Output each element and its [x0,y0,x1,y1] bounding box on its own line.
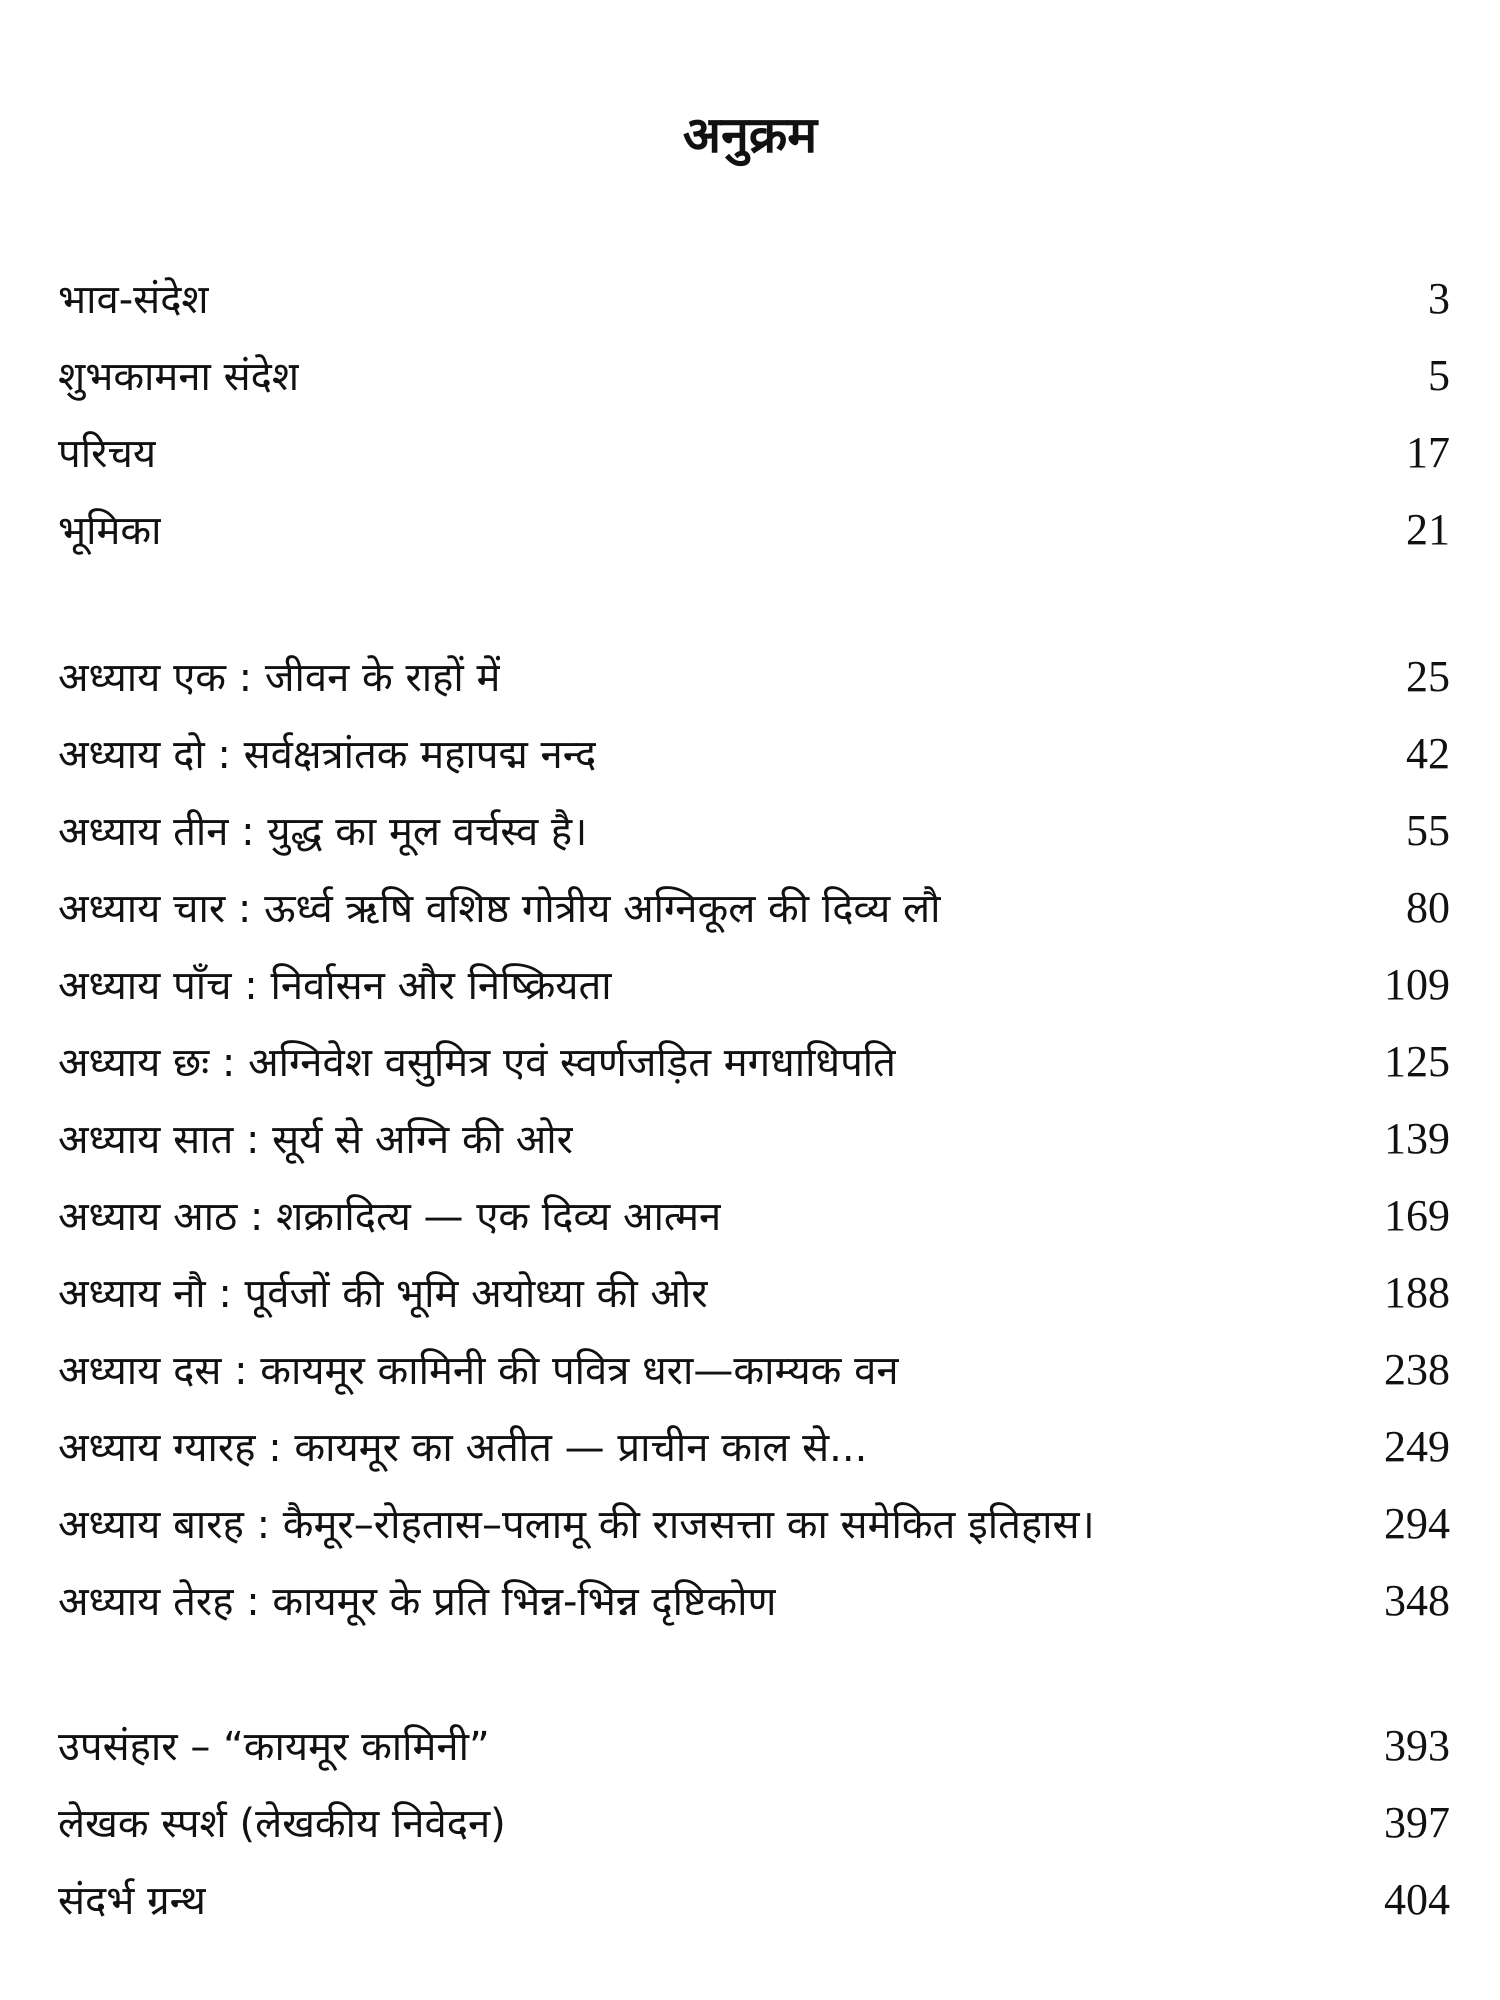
front-matter-list [58,260,1450,568]
toc-entry-page: 249 [1384,1422,1450,1471]
toc-entry-page: 169 [1384,1191,1450,1240]
toc-entry-title: भूमिका [58,508,162,554]
toc-entry-title: अध्याय छः : अग्निवेश वसुमित्र एवं स्वर्णजड़ित मगधाधिपति [58,1040,896,1086]
toc-entry [58,1177,1450,1254]
toc-entry-title: अध्याय नौ : पूर्वजों की भूमि अयोध्या की ओर [58,1271,708,1317]
toc-entry [58,946,1450,1023]
toc-entry-page: 238 [1384,1345,1450,1394]
toc-entry-title: अध्याय पाँच : निर्वासन और निष्क्रियता [58,963,612,1009]
toc-entry [58,1100,1450,1177]
toc-entry-page: 17 [1406,428,1450,477]
toc-entry [58,1784,1450,1861]
toc-entry [58,1331,1450,1408]
toc-entry [58,1485,1450,1562]
toc-entry [58,1254,1450,1331]
toc-entry [58,1707,1450,1784]
toc-entry [58,414,1450,491]
toc-entry-page: 125 [1384,1037,1450,1086]
toc-entry-page: 294 [1384,1499,1450,1548]
toc-entry [58,337,1450,414]
toc-entry-page: 21 [1406,505,1450,554]
toc-entry-page: 55 [1406,806,1450,855]
toc-entry [58,638,1450,715]
toc-entry-page: 188 [1384,1268,1450,1317]
chapters-list [58,638,1450,1639]
toc-entry [58,1861,1450,1938]
toc-entry [58,869,1450,946]
toc-entry-page: 397 [1384,1798,1450,1847]
toc-entry-title: उपसंहार – “कायमूर कामिनी” [58,1724,490,1770]
toc-entry-page: 80 [1406,883,1450,932]
toc-entry-title: भाव-संदेश [58,277,209,323]
toc-entry-page: 42 [1406,729,1450,778]
toc-entry-page: 109 [1384,960,1450,1009]
page-title: अनुक्रम [682,106,818,164]
toc-entry-title: अध्याय एक : जीवन के राहों में [58,655,501,701]
toc-entry-page: 25 [1406,652,1450,701]
toc-entry-page: 348 [1384,1576,1450,1625]
toc-entry-title: अध्याय दो : सर्वक्षत्रांतक महापद्म नन्द [58,732,597,778]
toc-entry [58,1023,1450,1100]
back-matter-list [58,1707,1450,1938]
toc-entry-title: अध्याय दस : कायमूर कामिनी की पवित्र धरा—काम्यक वन [58,1348,899,1394]
toc-entry [58,491,1450,568]
toc-entry [58,1562,1450,1639]
toc-entry-title: अध्याय तीन : युद्ध का मूल वर्चस्व है। [58,809,588,855]
toc-entry-title: अध्याय आठ : शक्रादित्य — एक दिव्य आत्मन [58,1194,722,1240]
toc-entry-page: 5 [1428,351,1450,400]
toc-entry-title: संदर्भ ग्रन्थ [58,1878,206,1924]
toc-entry [58,260,1450,337]
toc-entry-page: 404 [1384,1875,1450,1924]
toc-entry-title: अध्याय ग्यारह : कायमूर का अतीत — प्राचीन काल से... [58,1425,868,1471]
toc-entry-page: 3 [1428,274,1450,323]
toc-entry [58,715,1450,792]
toc-entry-title: लेखक स्पर्श (लेखकीय निवेदन) [58,1801,506,1847]
toc-entry-title: अध्याय बारह : कैमूर–रोहतास–पलामू की राजसत्ता का समेकित इतिहास। [58,1502,1095,1548]
toc-entry-title: अध्याय तेरह : कायमूर के प्रति भिन्न-भिन्न दृष्टिकोण [58,1579,777,1625]
toc-entry-title: अध्याय चार : ऊर्ध्व ऋषि वशिष्ठ गोत्रीय अग्निकूल की दिव्य लौ [58,886,941,932]
toc-entry-page: 139 [1384,1114,1450,1163]
toc-entry-title: शुभकामना संदेश [58,354,300,400]
toc-entry [58,1408,1450,1485]
toc-entry-page: 393 [1384,1721,1450,1770]
toc-entry [58,792,1450,869]
toc-entry-title: अध्याय सात : सूर्य से अग्नि की ओर [58,1117,574,1163]
toc-entry-title: परिचय [58,431,157,477]
